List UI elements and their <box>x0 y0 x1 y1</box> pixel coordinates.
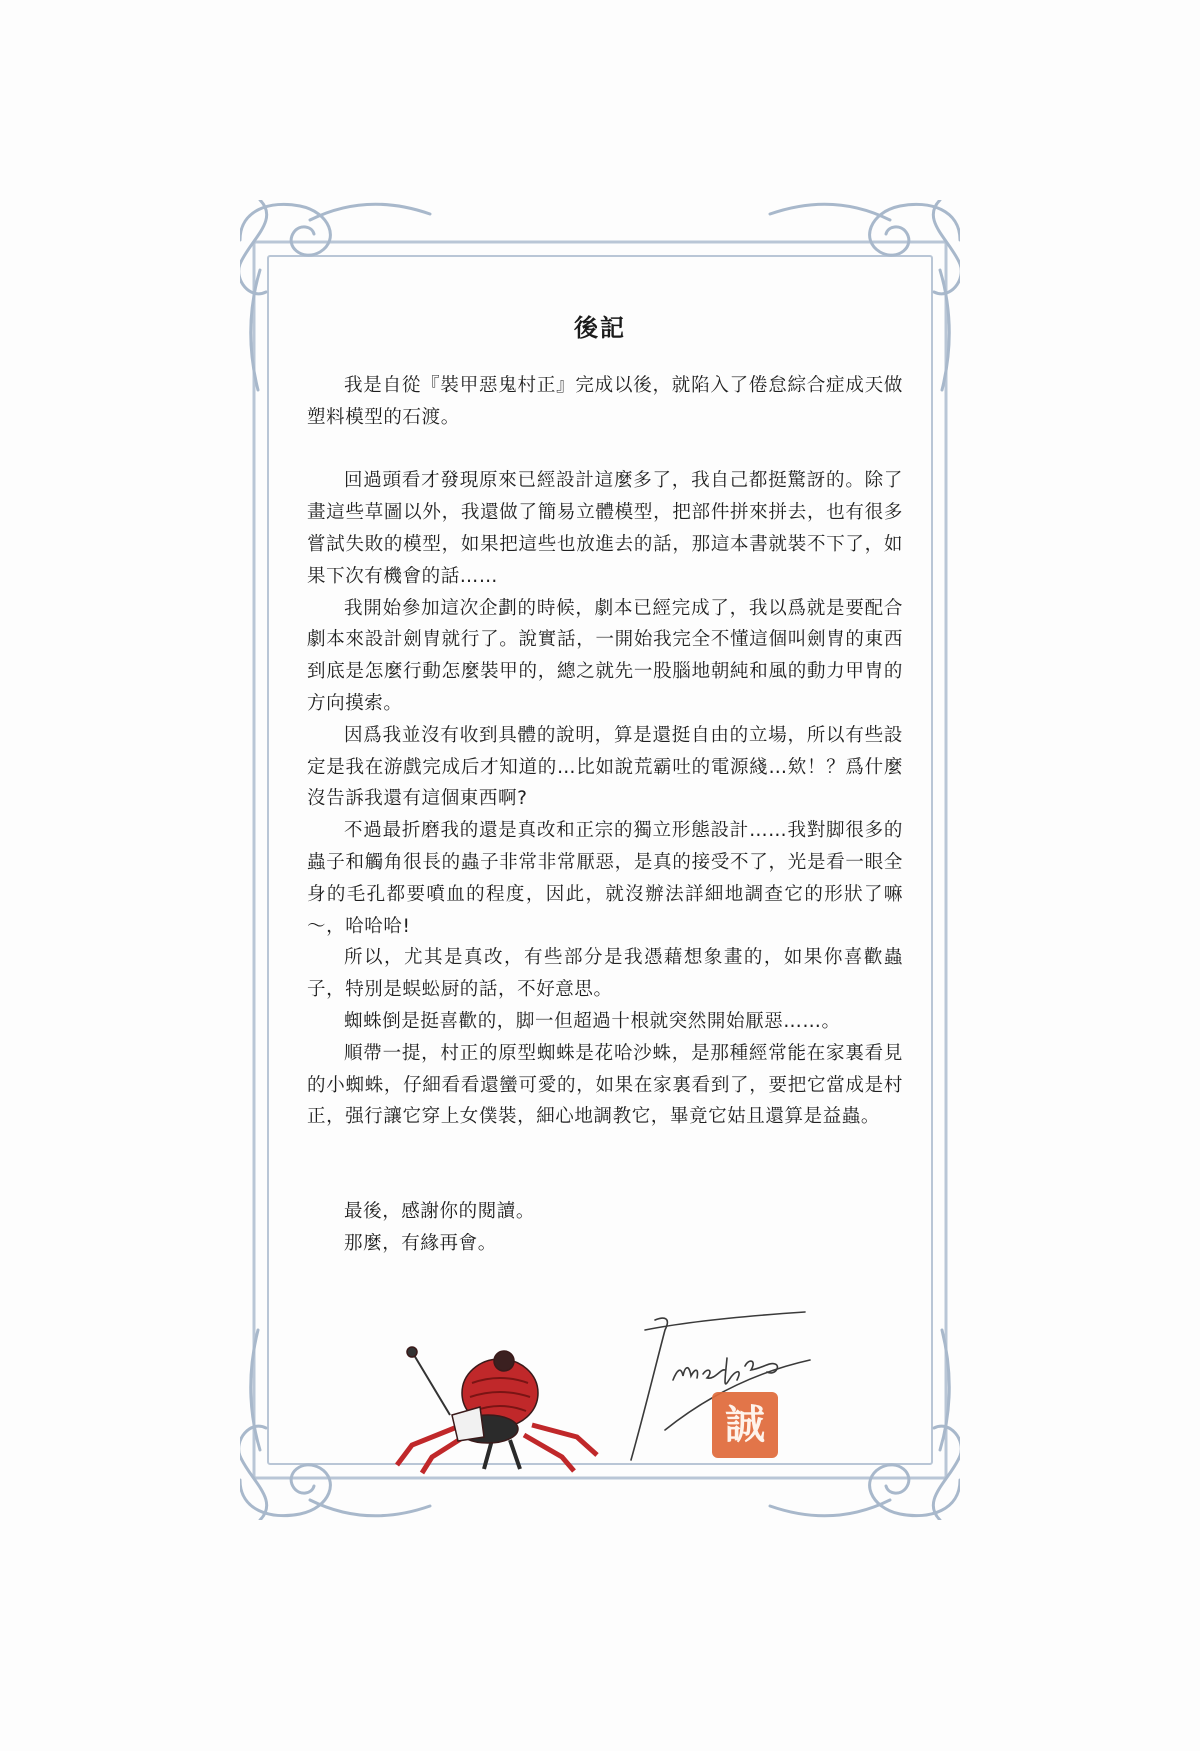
paragraph: 順帶一提，村正的原型蜘蛛是花哈沙蛛，是那種經常能在家裏看見的小蜘蛛，仔細看看還蠻可愛的，如果在家裏看到了，要把它當成是村正，强行讓它穿上女僕裝，細心地調教它，畢竟它姑且還算是益蟲。 <box>307 1042 903 1128</box>
closing-lines <box>307 1196 903 1260</box>
paragraph-gap <box>307 434 903 466</box>
closing-line: 那麼，有緣再會。 <box>344 1232 497 1254</box>
page-title: 後記 <box>574 314 626 342</box>
paragraph: 因爲我並沒有收到具體的說明，算是還挺自由的立場，所以有些設定是我在游戲完成后才知道的…比如說荒霸吐的電源綫…欸！？爲什麼沒告訴我還有這個東西啊? <box>307 724 903 810</box>
closing-line: 最後，感謝你的閱讀。 <box>344 1201 536 1222</box>
seal-stamp: 誠 <box>712 1392 778 1458</box>
paragraph: 我開始參加這次企劃的時候，劇本已經完成了，我以爲就是要配合劇本來設計劍冑就行了。說實話，一開始我完全不懂這個叫劍冑的東西到底是怎麼行動怎麼裝甲的，總之就先一股腦地朝純和風的動力甲冑的方向摸索。 <box>307 597 903 714</box>
paragraph: 回過頭看才發現原來已經設計這麼多了，我自己都挺驚訝的。除了畫這些草圖以外，我還做了簡易立體模型，把部件拼來拼去，也有很多嘗試失敗的模型，如果把這些也放進去的話，那這本書就裝不下了，如果下次有機會的話…… <box>307 470 903 587</box>
paragraph: 我是自從『裝甲惡鬼村正』完成以後，就陷入了倦怠綜合症成天做塑料模型的石渡。 <box>307 375 903 428</box>
paragraph: 所以，尤其是真改，有些部分是我憑藉想象畫的，如果你喜歡蟲子，特別是蜈蚣厨的話，不好意思。 <box>307 947 903 1001</box>
afterword-body <box>307 370 903 1133</box>
paragraph: 蜘蛛倒是挺喜歡的，脚一但超過十根就突然開始厭惡……。 <box>344 1010 841 1032</box>
paragraph: 不過最折磨我的還是真改和正宗的獨立形態設計……我對脚很多的蟲子和觸角很長的蟲子非常非常厭惡，是真的接受不了，光是看一眼全身的毛孔都要噴血的程度，因此，就沒辦法詳細地調查它的形狀了嘛～，哈哈哈! <box>307 820 903 937</box>
spider-illustration-icon <box>392 1345 612 1475</box>
